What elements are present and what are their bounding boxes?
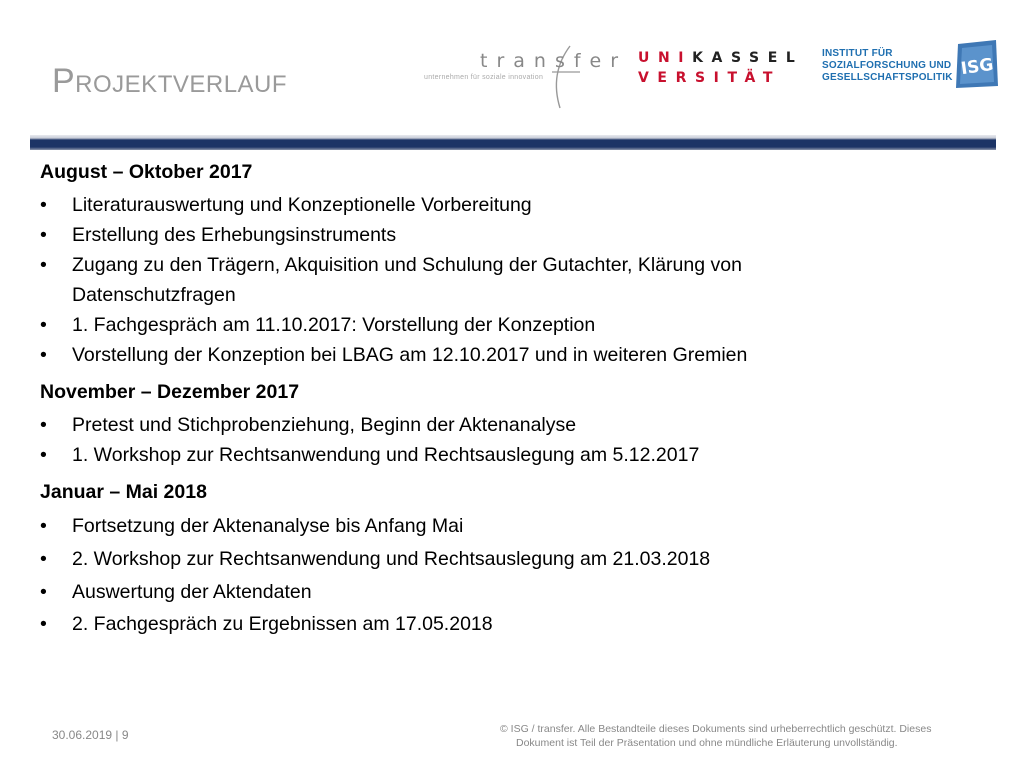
list-item-text: Erstellung des Erhebungsinstruments: [72, 224, 397, 246]
bullet-list: [40, 510, 990, 639]
bullet-icon: •: [40, 344, 47, 366]
list-item-text: Fortsetzung der Aktenanalyse bis Anfang Mai: [72, 515, 464, 537]
institute-line-3: GESELLSCHAFTSPOLITIK: [822, 72, 953, 83]
section-title: August – Oktober 2017: [40, 161, 253, 183]
list-item-text: 2. Workshop zur Rechtsanwendung und Rechtsauslegung am 21.03.2018: [72, 548, 711, 570]
bullet-list: [40, 410, 990, 470]
list-item: [40, 310, 990, 340]
content-area: [40, 152, 990, 639]
list-item-text: 1. Fachgespräch am 11.10.2017: Vorstellung der Konzeption: [72, 314, 596, 336]
isg-logo: [954, 38, 1000, 90]
footer-copyright-line-2: Dokument ist Teil der Präsentation und ohne mündliche Erläuterung unvollständig.: [516, 737, 898, 749]
section-title: Januar – Mai 2018: [40, 481, 207, 503]
list-item-text: 1. Workshop zur Rechtsanwendung und Rechtsauslegung am 5.12.2017: [72, 444, 700, 466]
bullet-icon: •: [40, 548, 47, 570]
footer-copyright-line-1: © ISG / transfer. Alle Bestandteile dieses Dokuments sind urheberrechtlich geschützt. Dieses: [500, 723, 932, 735]
list-item-text: Literaturauswertung und Konzeptionelle Vorbereitung: [72, 194, 532, 216]
list-item: [40, 440, 990, 470]
transfer-logo: [420, 42, 628, 112]
institute-line-2: SOZIALFORSCHUNG UND: [822, 60, 952, 71]
list-item: [40, 410, 990, 440]
bullet-icon: •: [40, 414, 47, 436]
footer-date-page: 30.06.2019 | 9: [52, 728, 129, 742]
list-item: [40, 510, 990, 543]
bullet-icon: •: [40, 314, 47, 336]
section-title: November – Dezember 2017: [40, 381, 300, 403]
svg-text:ISG: ISG: [959, 54, 995, 80]
list-item-text: Zugang zu den Trägern, Akquisition und Schulung der Gutachter, Klärung von Datenschutzfragen: [72, 254, 742, 306]
list-item: [40, 576, 990, 609]
institute-logo: [822, 48, 952, 84]
list-item: [40, 190, 990, 220]
list-item-text: Vorstellung der Konzeption bei LBAG am 12.10.2017 und in weiteren Gremien: [72, 344, 748, 366]
bullet-icon: •: [40, 254, 47, 276]
uni-kassel-logo: [638, 48, 808, 88]
uni-kassel-row2: VERSITÄT: [638, 70, 782, 86]
footer-copyright: [500, 722, 990, 750]
list-item: [40, 220, 990, 250]
list-item: [40, 543, 990, 576]
isg-badge-icon: [954, 38, 1000, 90]
list-item: [40, 609, 990, 639]
bullet-list: [40, 190, 990, 370]
transfer-slogan: unternehmen für soziale innovation: [424, 74, 544, 81]
bullet-icon: •: [40, 581, 47, 603]
list-item: [40, 340, 990, 370]
bullet-icon: •: [40, 444, 47, 466]
list-item: [40, 250, 990, 310]
bullet-icon: •: [40, 194, 47, 216]
list-item-text: 2. Fachgespräch zu Ergebnissen am 17.05.2018: [72, 613, 493, 635]
page-title: Projektverlauf: [52, 62, 288, 100]
bullet-icon: •: [40, 613, 47, 635]
bullet-icon: •: [40, 224, 47, 246]
bullet-icon: •: [40, 515, 47, 537]
uni-kassel-row1: UNIKASSEL: [638, 50, 804, 66]
header-separator-bar: [30, 135, 996, 150]
list-item-text: Pretest und Stichprobenziehung, Beginn der Aktenanalyse: [72, 414, 577, 436]
institute-line-1: INSTITUT FÜR: [822, 48, 893, 59]
transfer-wordmark: transfer: [480, 50, 628, 72]
list-item-text: Auswertung der Aktendaten: [72, 581, 312, 603]
